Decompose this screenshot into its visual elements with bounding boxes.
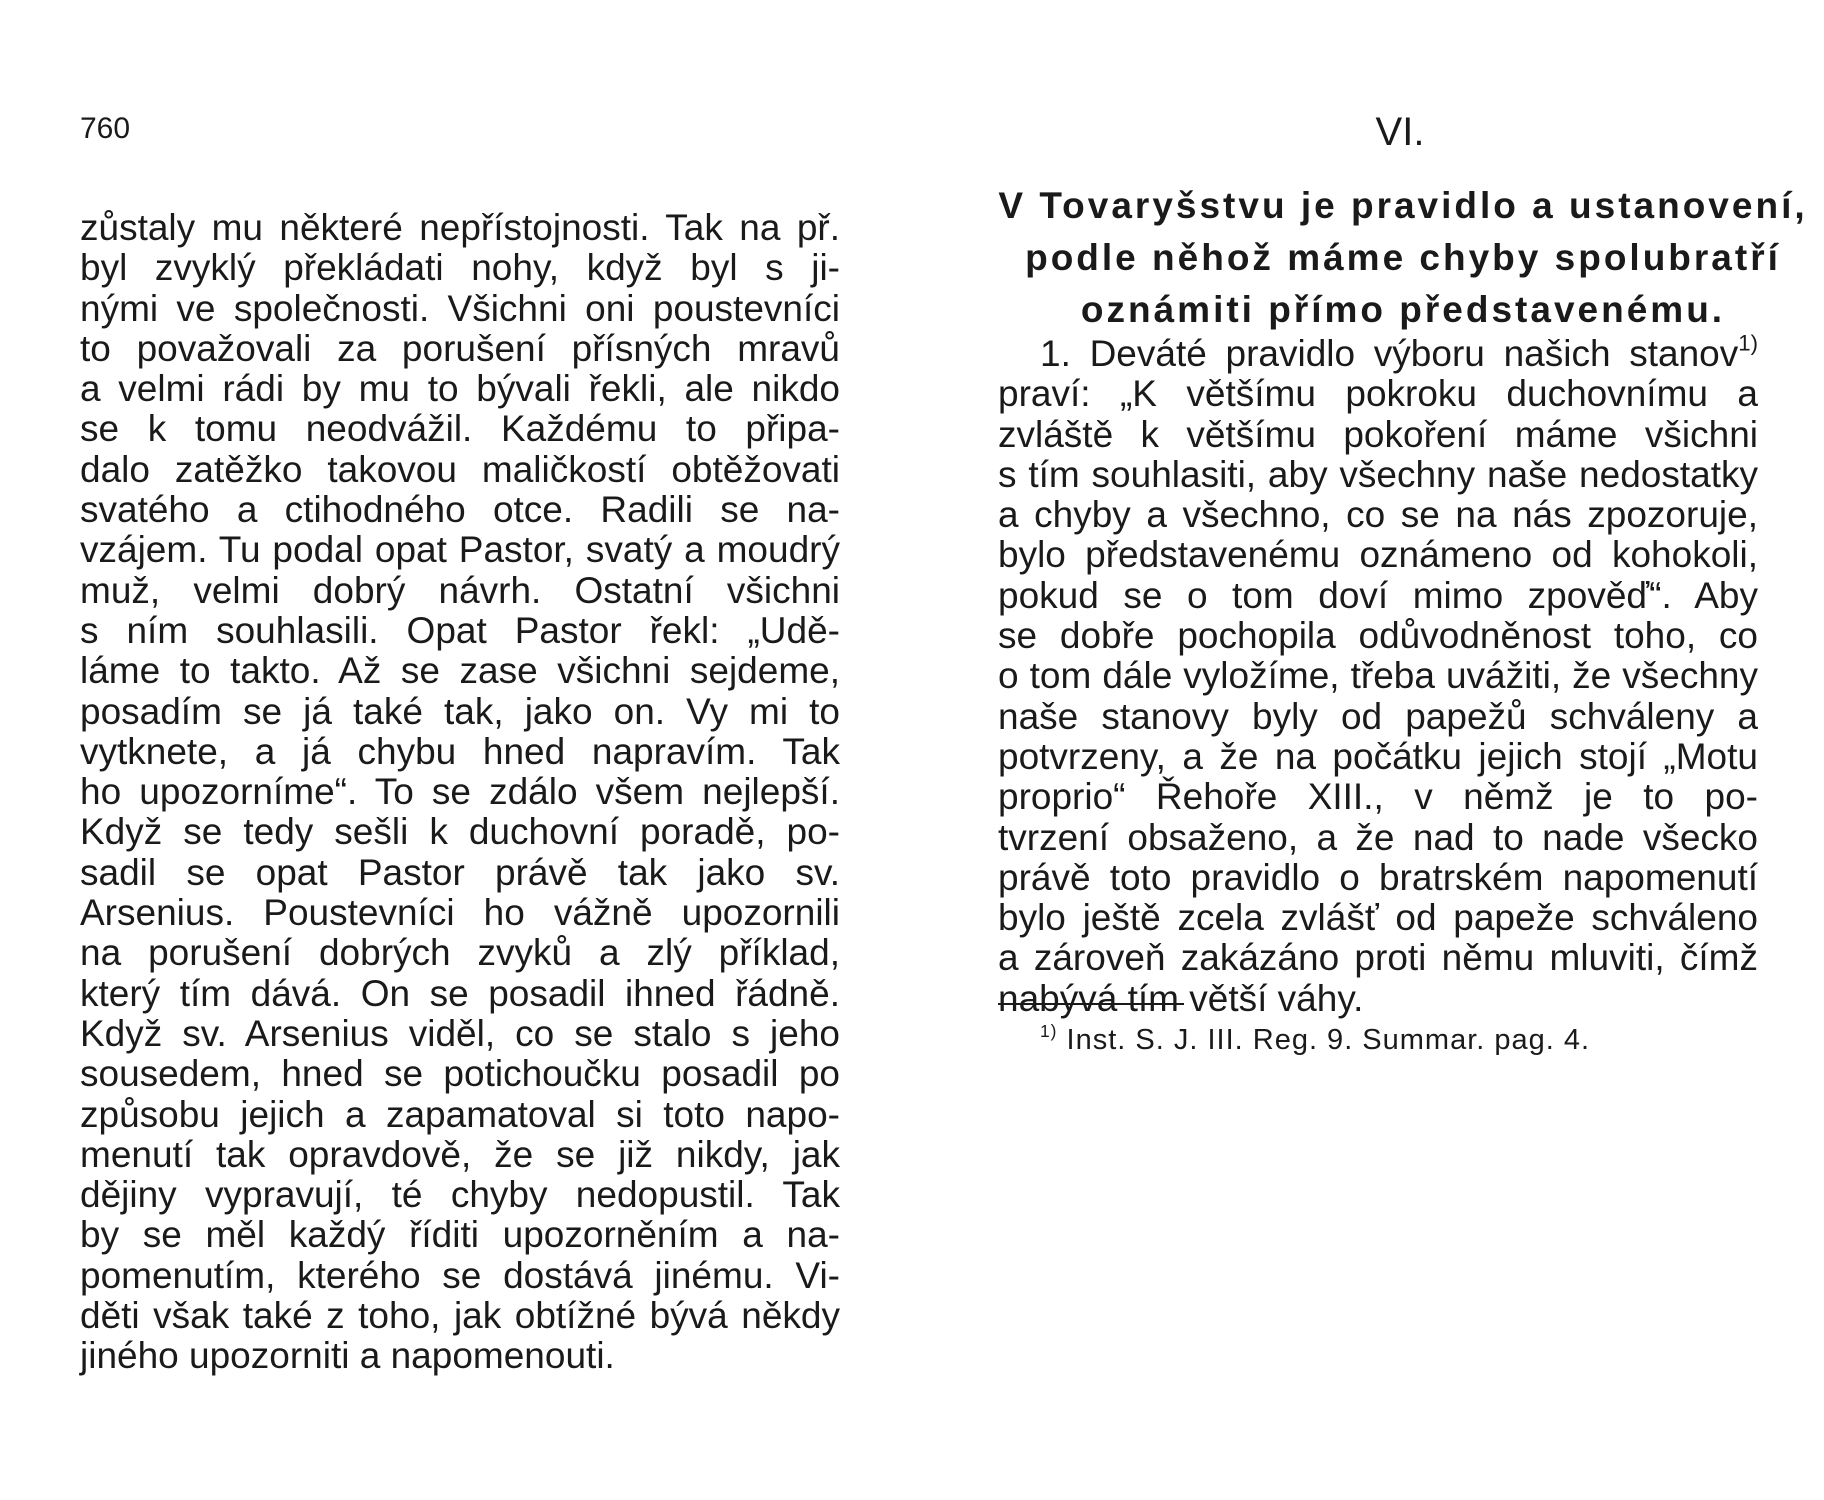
text-line: sousedem, hned se potichoučku posadil po <box>80 1053 840 1095</box>
chapter-title-line: V Tovaryšstvu je pravidlo a ustanovení, <box>998 185 1808 226</box>
text-line: bylo ještě zcela zvlášť od papeže schváleno <box>998 897 1758 939</box>
text-line: jiného upozorniti a napomenouti. <box>80 1335 615 1377</box>
text-line: nabývá tím větší váhy. <box>998 977 1364 1019</box>
text-line: o tom dále vyložíme, třeba uvážiti, že všechny <box>998 655 1758 697</box>
text-line: se k tomu neodvážil. Každému to připa- <box>80 408 840 450</box>
chapter-number: VI. <box>1375 110 1425 154</box>
text-line: bylo představenému oznámeno od kohokoli, <box>998 534 1758 576</box>
text-line: na porušení dobrých zvyků a zlý příklad, <box>80 932 840 974</box>
text-line: dalo zatěžko takovou maličkostí obtěžovati <box>80 448 840 490</box>
text-line: svatého a ctihodného otce. Radili se na- <box>80 489 840 531</box>
text-line: a chyby a všechno, co se na nás zpozoruje, <box>998 494 1758 536</box>
text-line: vzájem. Tu podal opat Pastor, svatý a moudrý <box>80 529 840 571</box>
text-line: pomenutím, kterého se dostává jinému. Vi- <box>80 1254 840 1296</box>
text-line: by se měl každý říditi upozorněním a na- <box>80 1214 840 1256</box>
text-line: muž, velmi dobrý návrh. Ostatní všichni <box>80 569 840 611</box>
text-line: tvrzení obsaženo, a že nad to nade všecko <box>998 816 1758 858</box>
text-line: menutí tak opravdově, že se již nikdy, jak <box>80 1133 840 1175</box>
text-line: nými ve společnosti. Všichni oni poustevníci <box>80 287 840 329</box>
footnote-text: Inst. S. J. III. Reg. 9. Summar. pag. 4. <box>1066 1024 1591 1056</box>
text-line: proprio“ Řehoře XIII., v němž je to po- <box>998 776 1758 818</box>
left-page-text <box>80 208 840 1377</box>
text-line: láme to takto. Až se zase všichni sejdeme, <box>80 650 840 692</box>
text-line: posadím se já také tak, jako on. Vy mi to <box>80 690 840 732</box>
text-line: potvrzeny, a že na počátku jejich stojí „Motu <box>998 735 1758 777</box>
text-line: děti však také z toho, jak obtížné bývá někdy <box>80 1295 840 1337</box>
footnote <box>1040 1020 1740 1057</box>
text-line: a zároveň zakázáno proti němu mluviti, čímž <box>998 937 1758 979</box>
text-line: právě toto pravidlo o bratrském napomenutí <box>998 856 1758 898</box>
text-line: který tím dává. On se posadil ihned řádně. <box>80 972 840 1014</box>
text-line: dějiny vypravují, té chyby nedopustil. Tak <box>80 1174 840 1216</box>
left-page <box>0 0 900 1500</box>
text-line: zvláště k většímu pokoření máme všichni <box>998 413 1758 455</box>
text-line: ho upozorníme“. To se zdálo všem nejlepší. <box>80 771 840 813</box>
text-line: a velmi rádi by mu to bývali řekli, ale nikdo <box>80 368 840 410</box>
text-line: praví: „K většímu pokroku duchovnímu a <box>998 373 1758 415</box>
text-line: to považovali za porušení přísných mravů <box>80 327 840 369</box>
paragraph-first-line <box>998 330 1758 374</box>
text-line: Když se tedy sešli k duchovní poradě, po- <box>80 811 840 853</box>
text-line: s ním souhlasili. Opat Pastor řekl: „Udě- <box>80 609 840 651</box>
text-line: Arsenius. Poustevníci ho vážně upozornili <box>80 892 840 934</box>
page-number: 760 <box>80 112 131 145</box>
chapter-title <box>998 180 1808 336</box>
text-line: sadil se opat Pastor právě tak jako sv. <box>80 851 840 893</box>
text-line: Když sv. Arsenius viděl, co se stalo s jeho <box>80 1012 840 1054</box>
footnote-divider <box>998 1003 1184 1005</box>
text-line: byl zvyklý překládati nohy, když byl s ji- <box>80 247 840 289</box>
text-line: s tím souhlasiti, aby všechny naše nedostatky <box>998 453 1758 495</box>
text-line: naše stanovy byly od papežů schváleny a <box>998 695 1758 737</box>
footnote-reference: 1) <box>1738 330 1758 356</box>
paragraph-first-line-text: 1. Deváté pravidlo výboru našich stanov <box>1040 333 1739 374</box>
chapter-title-line: podle něhož máme chyby spolubratří <box>1025 237 1781 278</box>
chapter-title-line: oznámiti přímo představenému. <box>1080 289 1726 330</box>
text-line: vytknete, a já chybu hned napravím. Tak <box>80 730 840 772</box>
right-page-text <box>998 330 1758 1019</box>
text-line: pokud se o tom doví mimo zpověď“. Aby <box>998 574 1758 616</box>
text-line: způsobu jejich a zapamatoval si toto napo- <box>80 1093 840 1135</box>
footnote-marker: 1) <box>1040 1020 1058 1041</box>
text-line: se dobře pochopila odůvodněnost toho, co <box>998 615 1758 657</box>
text-line: zůstaly mu některé nepřístojnosti. Tak na př. <box>80 207 840 248</box>
